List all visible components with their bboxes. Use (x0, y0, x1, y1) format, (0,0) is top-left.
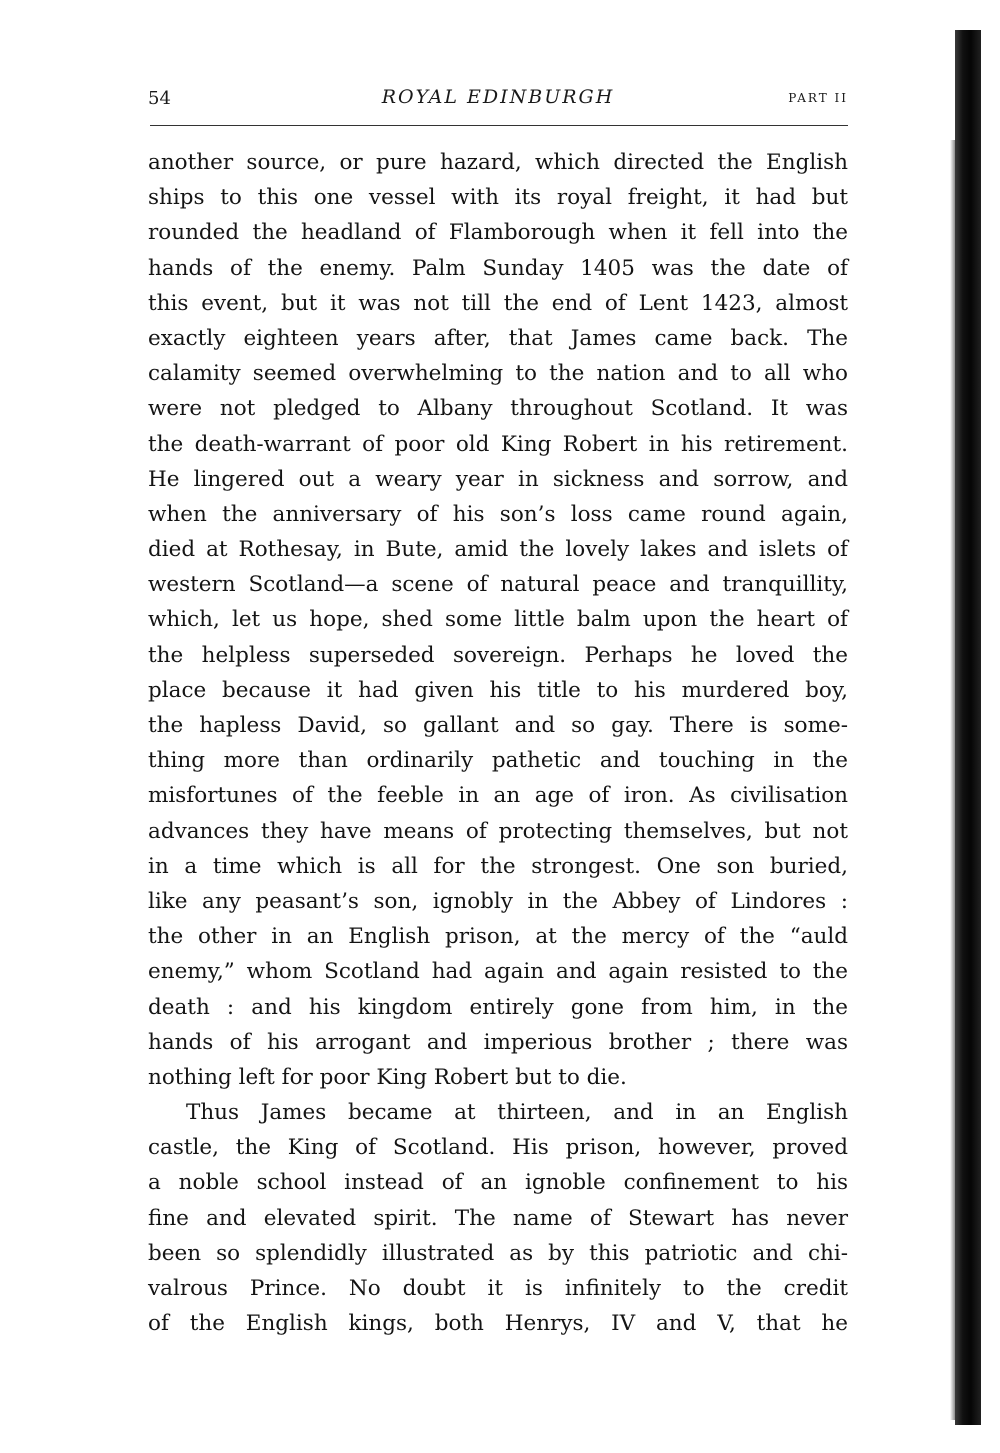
text-line: place because it had given his title to his murdered boy, (148, 677, 848, 703)
text-line: hands of his arrogant and imperious brother ; there was (148, 1029, 848, 1055)
text-line: rounded the headland of Flamborough when it fell into the (148, 220, 848, 246)
running-head (148, 84, 848, 116)
text-line: fine and elevated spirit. The name of Stewart has never (148, 1205, 848, 1231)
text-line: in a time which is all for the strongest. One son buried, (148, 853, 848, 879)
text-line: the helpless superseded sovereign. Perhaps he loved the (148, 642, 848, 668)
text-line: castle, the King of Scotland. His prison, however, proved (148, 1135, 848, 1161)
text-line: valrous Prince. No doubt it is infinitely to the credit (148, 1276, 848, 1301)
text-line: misfortunes of the feeble in an age of iron. As civilisation (148, 783, 848, 809)
text-line: of the English kings, both Henrys, IV and V, that he (148, 1311, 848, 1337)
text-line: been so splendidly illustrated as by this patriotic and chi- (148, 1240, 848, 1266)
scan-edge-shadow (955, 30, 981, 1425)
text-line: thing more than ordinarily pathetic and touching in the (148, 748, 848, 774)
text-line: exactly eighteen years after, that James came back. The (148, 325, 848, 351)
text-line: death : and his kingdom entirely gone from him, in the (148, 994, 848, 1020)
body-text (148, 145, 848, 1341)
text-line: advances they have means of protecting themselves, but not (148, 818, 848, 844)
text-line: the death-warrant of poor old King Robert in his retirement. (148, 431, 848, 457)
text-line: when the anniversary of his son’s loss came round again, (148, 501, 848, 527)
header-rule (150, 125, 848, 126)
text-line: calamity seemed overwhelming to the nation and to all who (148, 361, 848, 387)
text-line: western Scotland—a scene of natural peace and tranquillity, (148, 572, 848, 598)
text-line: the hapless David, so gallant and so gay. There is some- (148, 713, 848, 738)
text-line: the other in an English prison, at the mercy of the “auld (148, 924, 848, 950)
text-line: were not pledged to Albany throughout Scotland. It was (148, 396, 848, 422)
text-line: like any peasant’s son, ignobly in the Abbey of Lindores : (148, 888, 848, 914)
part-label: PART II (788, 91, 848, 105)
paragraph-end-line: nothing left for poor King Robert but to die. (148, 1064, 627, 1090)
text-line: enemy,” whom Scotland had again and again resisted to the (148, 959, 848, 985)
text-line: hands of the enemy. Palm Sunday 1405 was the date of (148, 255, 848, 281)
text-line: He lingered out a weary year in sickness and sorrow, and (148, 466, 848, 492)
page-number: 54 (148, 88, 171, 109)
text-line: another source, or pure hazard, which directed the English (148, 150, 848, 175)
running-title: ROYAL EDINBURGH (381, 86, 615, 108)
paragraph-start-line: Thus James became at thirteen, and in an English (186, 1100, 848, 1126)
text-line: died at Rothesay, in Bute, amid the lovely lakes and islets of (148, 537, 848, 563)
text-line: a noble school instead of an ignoble confinement to his (148, 1170, 848, 1196)
text-line: which, let us hope, shed some little balm upon the heart of (148, 607, 848, 633)
text-line: ships to this one vessel with its royal freight, it had but (148, 185, 848, 211)
text-line: this event, but it was not till the end of Lent 1423, almost (148, 290, 848, 316)
